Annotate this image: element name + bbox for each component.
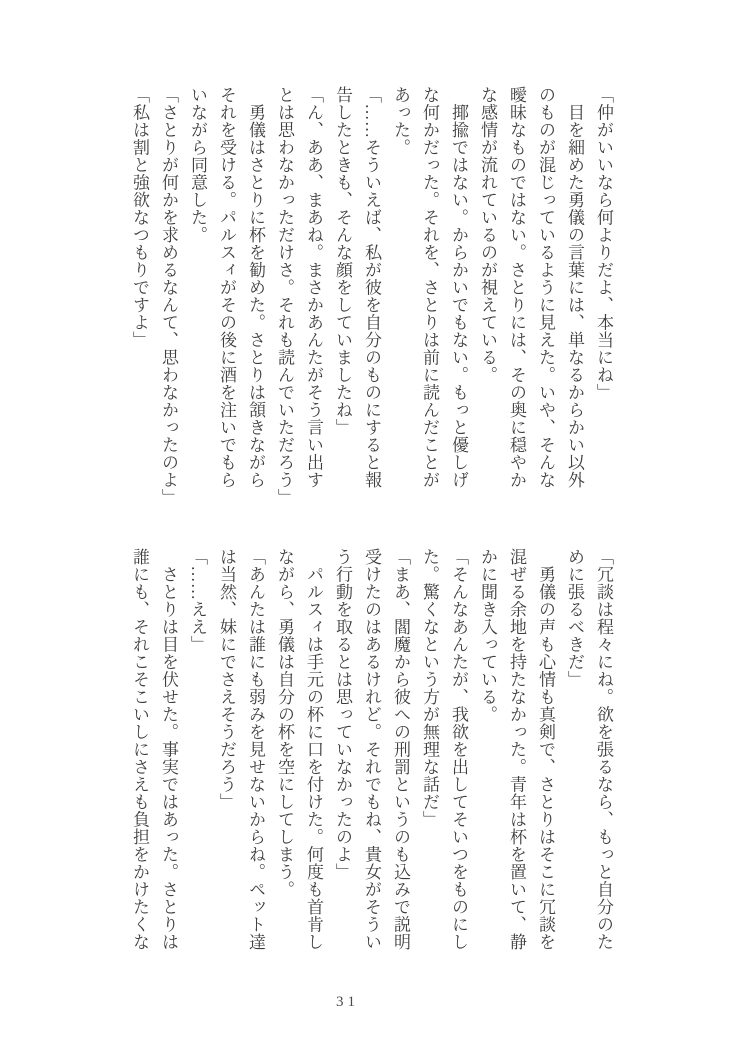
- text-column: 勇儀はさとりに杯を勧めた。さとりは頷きながら: [246, 86, 265, 489]
- text-column: 「さとりが何かを求めるなんて、思わなかったのよ」: [159, 86, 178, 506]
- page-number: 31: [336, 994, 359, 1010]
- text-column: 「あんたは誰にも弱みを見せないからね。ペット達: [246, 548, 265, 951]
- text-column: パルスィは手元の杯に口を付けた。何度も首肯し: [304, 548, 323, 951]
- text-column: 「……ええ」: [188, 548, 207, 653]
- text-column: 曖昧なものではない。さとりには、その奥に穏やか: [507, 86, 526, 489]
- text-column: 揶揄ではない。からかいでもない。もっと優しげ: [449, 86, 468, 489]
- text-column: 受けたのはあるけれど。それでもね、貴女がそうい: [362, 548, 381, 951]
- text-column: 誰にも、それこそこいしにさえも負担をかけたくな: [130, 548, 149, 951]
- text-column: 告したときも、そんな顔をしていましたね」: [333, 86, 352, 436]
- text-block-lower: [125, 548, 618, 988]
- text-column: 勇儀の声も心情も真剣で、さとりはそこに冗談を: [536, 548, 555, 951]
- text-column: 「……そういえば、私が彼を自分のものにすると報: [362, 86, 381, 489]
- text-column: な何かだった。それを、さとりは前に読んだことが: [420, 86, 439, 489]
- text-column: な感情が流れているのが視えている。: [478, 86, 497, 384]
- text-column: かに聞き入っている。: [478, 548, 497, 723]
- text-column: のものが混じっているように見えた。いや、そんな: [536, 86, 555, 489]
- text-column: いながら同意した。: [188, 86, 207, 244]
- text-column: さとりは目を伏せた。事実ではあった。さとりは: [159, 548, 178, 951]
- text-column: 「私は割と強欲なつもりですよ」: [130, 86, 149, 349]
- text-column: 混ぜる余地を持たなかった。青年は杯を置いて、静: [507, 548, 526, 951]
- text-column: 「ん、ああ、まあね。まさかあんたがそう言い出す: [304, 86, 323, 489]
- text-column: 「仲がいいなら何よりだよ、本当にね」: [594, 86, 613, 401]
- text-column: あった。: [391, 86, 410, 156]
- text-column: 目を細めた勇儀の言葉には、単なるからかい以外: [565, 86, 584, 489]
- text-column: 「まあ、閻魔から彼への刑罰というのも込みで説明: [391, 548, 410, 951]
- text-column: めに張るべきだ」: [565, 548, 584, 688]
- text-column: た。驚くなという方が無理な話だ」: [420, 548, 439, 828]
- text-column: 「冗談は程々にね。欲を張るなら、もっと自分のた: [594, 548, 613, 951]
- text-column: それを受ける。パルスィがその後に酒を注いでもら: [217, 86, 236, 489]
- text-column: は当然、妹にでさえそうだろう」: [217, 548, 236, 811]
- text-column: 「そんなあんたが、我欲を出してそいつをものにし: [449, 548, 468, 951]
- text-column: う行動を取るとは思っていなかったのよ」: [333, 548, 352, 881]
- text-block-upper: [125, 86, 618, 531]
- text-column: とは思わなかっただけさ。それも読んでいただろう」: [275, 86, 294, 506]
- text-column: ながら、勇儀は自分の杯を空にしてしまう。: [275, 548, 294, 898]
